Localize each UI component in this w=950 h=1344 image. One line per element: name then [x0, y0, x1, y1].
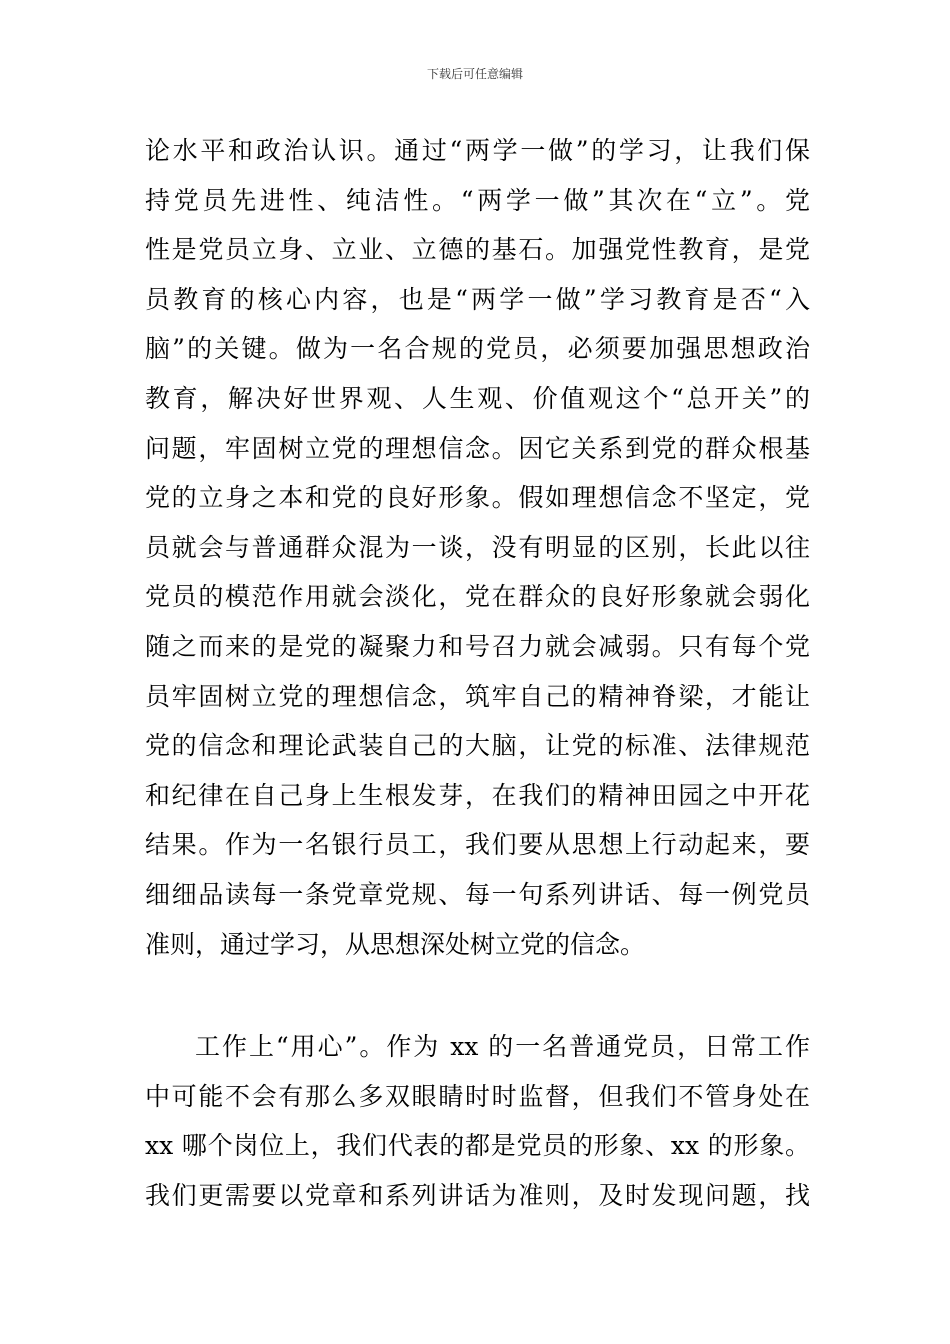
text-line: 持党员先进性、纯洁性。“两学一做”其次在“立”。党: [145, 185, 810, 215]
text-line: 和纪律在自己身上生根发芽，在我们的精神田园之中开花: [145, 780, 810, 810]
page-header: 下载后可任意编辑: [426, 67, 523, 81]
text-line: 我们更需要以党章和系列讲话为准则，及时发现问题，找: [145, 1180, 810, 1210]
text-line: 随之而来的是党的凝聚力和号召力就会减弱。只有每个党: [145, 631, 810, 661]
text-line: xx 哪个岗位上，我们代表的都是党员的形象、xx 的形象。: [145, 1131, 810, 1161]
text-line: 论水平和政治认识。通过“两学一做”的学习，让我们保: [145, 136, 810, 165]
text-line: 性是党员立身、立业、立德的基石。加强党性教育，是党: [145, 235, 810, 265]
paragraph-1: [145, 126, 810, 969]
text-line: 党员的模范作用就会淡化，党在群众的良好形象就会弱化: [145, 582, 810, 612]
text-line: 问题，牢固树立党的理想信念。因它关系到党的群众根基: [145, 433, 810, 463]
text-line: 细细品读每一条党章党规、每一句系列讲话、每一例党员: [145, 879, 810, 909]
text-line: 结果。作为一名银行员工，我们要从思想上行动起来，要: [145, 830, 810, 860]
text-line: 工作上“用心”。作为 xx 的一名普通党员，日常工作: [195, 1032, 810, 1061]
text-line: 中可能不会有那么多双眼睛时时监督，但我们不管身处在: [145, 1081, 810, 1111]
text-line: 脑”的关键。做为一名合规的党员，必须要加强思想政治: [145, 334, 810, 364]
text-line: 准则，通过学习，从思想深处树立党的信念。: [145, 929, 646, 959]
paragraph-2: [145, 1022, 810, 1220]
text-line: 党的信念和理论武装自己的大脑，让党的标准、法律规范: [145, 731, 810, 761]
text-line: 党的立身之本和党的良好形象。假如理想信念不坚定，党: [145, 483, 810, 513]
text-line: 教育，解决好世界观、人生观、价值观这个“总开关”的: [145, 383, 810, 413]
text-line: 员就会与普通群众混为一谈，没有明显的区别，长此以往: [145, 532, 810, 562]
text-line: 员教育的核心内容，也是“两学一做”学习教育是否“入: [145, 284, 810, 314]
text-line: 员牢固树立党的理想信念，筑牢自己的精神脊梁，才能让: [145, 681, 810, 711]
